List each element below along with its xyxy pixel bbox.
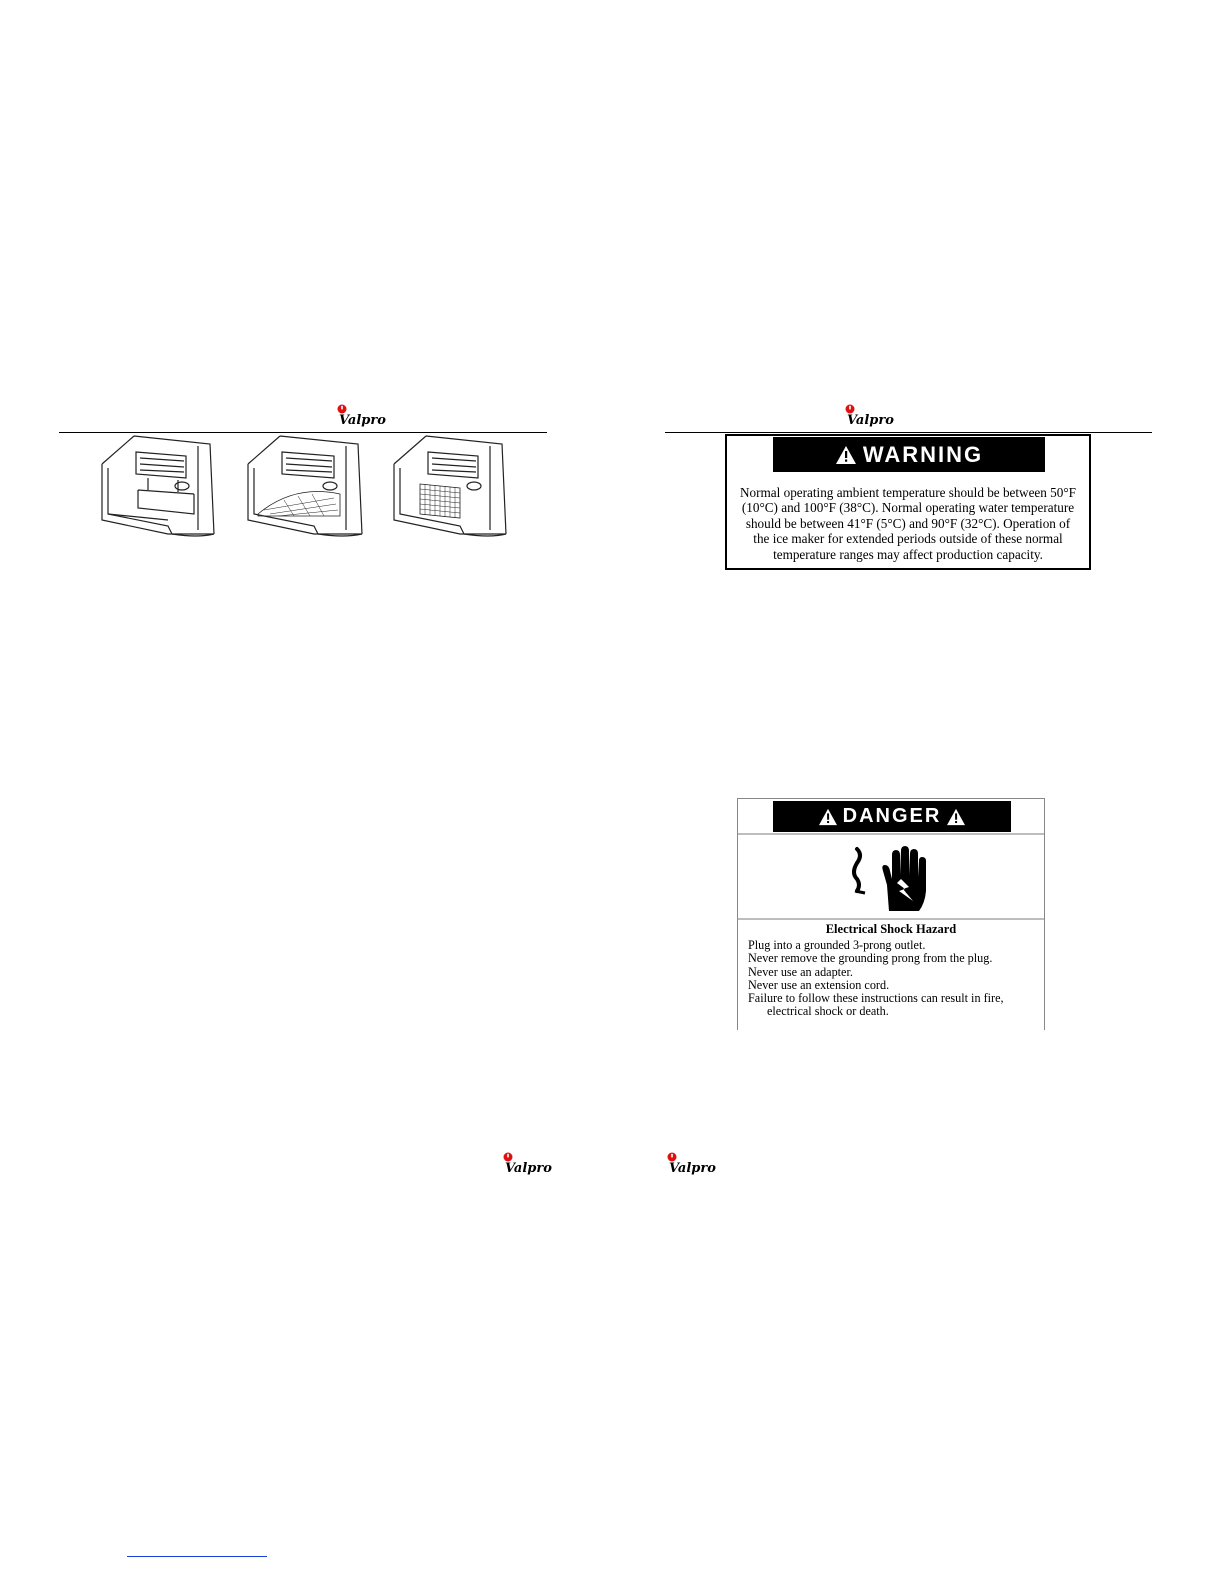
list-item: Never remove the grounding prong from the plug. xyxy=(748,951,993,966)
warning-notice xyxy=(725,434,1091,570)
list-item: electrical shock or death. xyxy=(767,1004,889,1019)
logo-word: Valpro xyxy=(669,1161,716,1176)
list-item: Never use an adapter. xyxy=(748,964,853,979)
logo-word: Valpro xyxy=(847,413,894,428)
warning-line: (10°C) and 100°F (38°C). Normal operating water temperature xyxy=(741,500,1075,516)
footer-link-underline[interactable] xyxy=(127,1556,267,1557)
warning-triangle-icon xyxy=(946,808,966,826)
list-item: Never use an extension cord. xyxy=(748,977,890,992)
list-item: Failure to follow these instructions can result in fire, xyxy=(748,991,1004,1006)
ice-maker-illustration-empty xyxy=(98,434,216,538)
electric-shock-hand-icon xyxy=(843,845,943,913)
valpro-logo-top-right-page xyxy=(844,404,894,430)
warning-line: Normal operating ambient temperature should be between 50°F xyxy=(740,485,1076,500)
header-rule-right xyxy=(665,432,1152,433)
warning-line: temperature ranges may affect production capacity. xyxy=(773,546,1043,562)
ice-maker-illustration-partial xyxy=(244,434,364,538)
valpro-logo-bottom-right-page xyxy=(666,1152,716,1178)
danger-divider xyxy=(738,918,1044,920)
valpro-logo-bottom-left-page xyxy=(502,1152,552,1178)
warning-triangle-icon xyxy=(835,445,857,465)
warning-banner xyxy=(773,437,1045,472)
header-rule-left xyxy=(59,432,547,433)
hazard-instructions xyxy=(748,939,1038,1019)
warning-line: the ice maker for extended periods outside of these normal xyxy=(753,531,1063,547)
logo-word: Valpro xyxy=(339,413,386,428)
warning-heading: WARNING xyxy=(862,441,984,467)
hazard-title: Electrical Shock Hazard xyxy=(825,922,957,936)
list-item: Plug into a grounded 3-prong outlet. xyxy=(748,938,926,952)
ice-maker-illustration-grid xyxy=(390,434,508,538)
danger-banner xyxy=(773,801,1011,832)
valpro-logo-top-left-page xyxy=(336,404,386,430)
danger-heading: DANGER xyxy=(842,805,942,827)
danger-divider xyxy=(738,833,1044,835)
logo-word: Valpro xyxy=(505,1161,552,1176)
danger-notice xyxy=(737,798,1045,1030)
warning-triangle-icon xyxy=(818,808,838,826)
warning-line: should be between 41°F (5°C) and 90°F (32°C). Operation of xyxy=(745,515,1071,531)
warning-text xyxy=(731,485,1085,562)
